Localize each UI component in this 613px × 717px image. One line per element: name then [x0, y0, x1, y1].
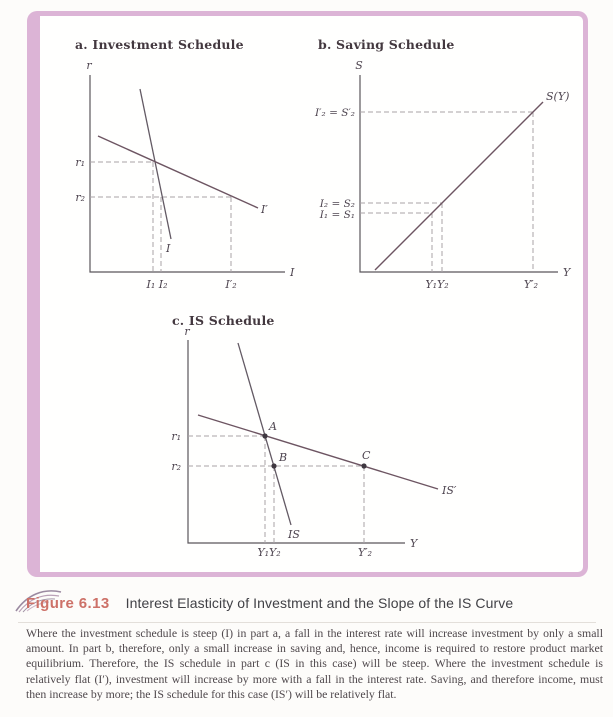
- panel-a-flat-curve-label: I′: [261, 203, 268, 216]
- panel-c-point-b-dot: [271, 463, 276, 468]
- panel-b-top-tick: I′₂ = S′₂: [314, 107, 355, 119]
- panel-c-point-c-dot: [361, 463, 366, 468]
- panel-c-axes: [188, 340, 405, 543]
- panel-a-title: a. Investment Schedule: [75, 37, 244, 52]
- caption-divider: [18, 622, 596, 623]
- figure-number: Figure 6.13: [26, 595, 110, 612]
- panel-b-y-axis-label: S: [355, 59, 363, 72]
- panel-c-title: c. IS Schedule: [172, 313, 275, 328]
- panel-a-y-axis-label: r: [86, 59, 92, 72]
- panel-a-steep-curve-label: I: [166, 242, 171, 255]
- panel-c-y1y2-tick: Y₁Y₂: [257, 546, 281, 559]
- panel-c-flat-is-curve: [198, 415, 438, 489]
- panel-b-title: b. Saving Schedule: [318, 37, 455, 52]
- panel-c-is-schedule: [171, 325, 457, 559]
- panel-c-point-a-label: A: [269, 420, 277, 433]
- panel-a-steep-investment-curve: [140, 89, 171, 239]
- panel-b-low-tick: I₁ = S₁: [319, 209, 355, 221]
- panel-c-y2prime-tick: Y′₂: [357, 546, 373, 559]
- figure-caption: [26, 595, 601, 613]
- panel-b-y1y2-tick: Y₁Y₂: [425, 278, 449, 291]
- panel-c-steep-curve-label: IS: [288, 528, 300, 541]
- panel-b-axes: [360, 75, 558, 272]
- panel-a-investment-schedule: [75, 59, 295, 291]
- figure-description-paragraph: Where the investment schedule is steep (I) in part a, a fall in the interest rate will increase investment by only a small amount. In part b, therefore, only a small increase in saving and, hence, income is required to restore product market equilibrium. Therefore, the IS schedule in part c (IS in this case) will be steep. Where the investment schedule is relatively flat (I′), investment will increase by more with a fall in the interest rate. Saving, and therefore income, must then increase by more; the IS schedule for this case (IS′) will be relatively flat.: [26, 626, 603, 701]
- panel-a-axes: [90, 75, 285, 272]
- panel-b-mid-tick: I₂ = S₂: [319, 198, 355, 210]
- figure-title: Interest Elasticity of Investment and the Slope of the IS Curve: [125, 595, 514, 611]
- panel-c-y-axis-label: r: [184, 325, 190, 338]
- panel-b-y2prime-tick: Y′₂: [523, 278, 539, 291]
- panel-c-point-b-label: B: [279, 451, 288, 464]
- panel-a-i2prime-tick: I′₂: [225, 278, 237, 291]
- panel-b-saving-schedule: [314, 59, 572, 291]
- panel-c-r2-tick: r₂: [171, 460, 181, 473]
- panel-b-curve-label: S(Y): [546, 90, 570, 103]
- panel-a-i1i2-tick: I₁ I₂: [146, 278, 168, 291]
- panel-a-r2-tick: r₂: [75, 191, 85, 204]
- panel-c-x-axis-label: Y: [410, 537, 418, 550]
- panel-a-x-axis-label: I: [290, 266, 295, 279]
- panel-a-r1-tick: r₁: [75, 156, 85, 169]
- panel-c-r1-tick: r₁: [171, 430, 181, 443]
- panel-c-point-c-label: C: [362, 449, 371, 462]
- panel-b-saving-curve: [375, 102, 543, 270]
- panel-c-point-a-dot: [262, 433, 267, 438]
- panel-b-x-axis-label: Y: [563, 266, 571, 279]
- panel-c-flat-curve-label: IS′: [442, 484, 457, 497]
